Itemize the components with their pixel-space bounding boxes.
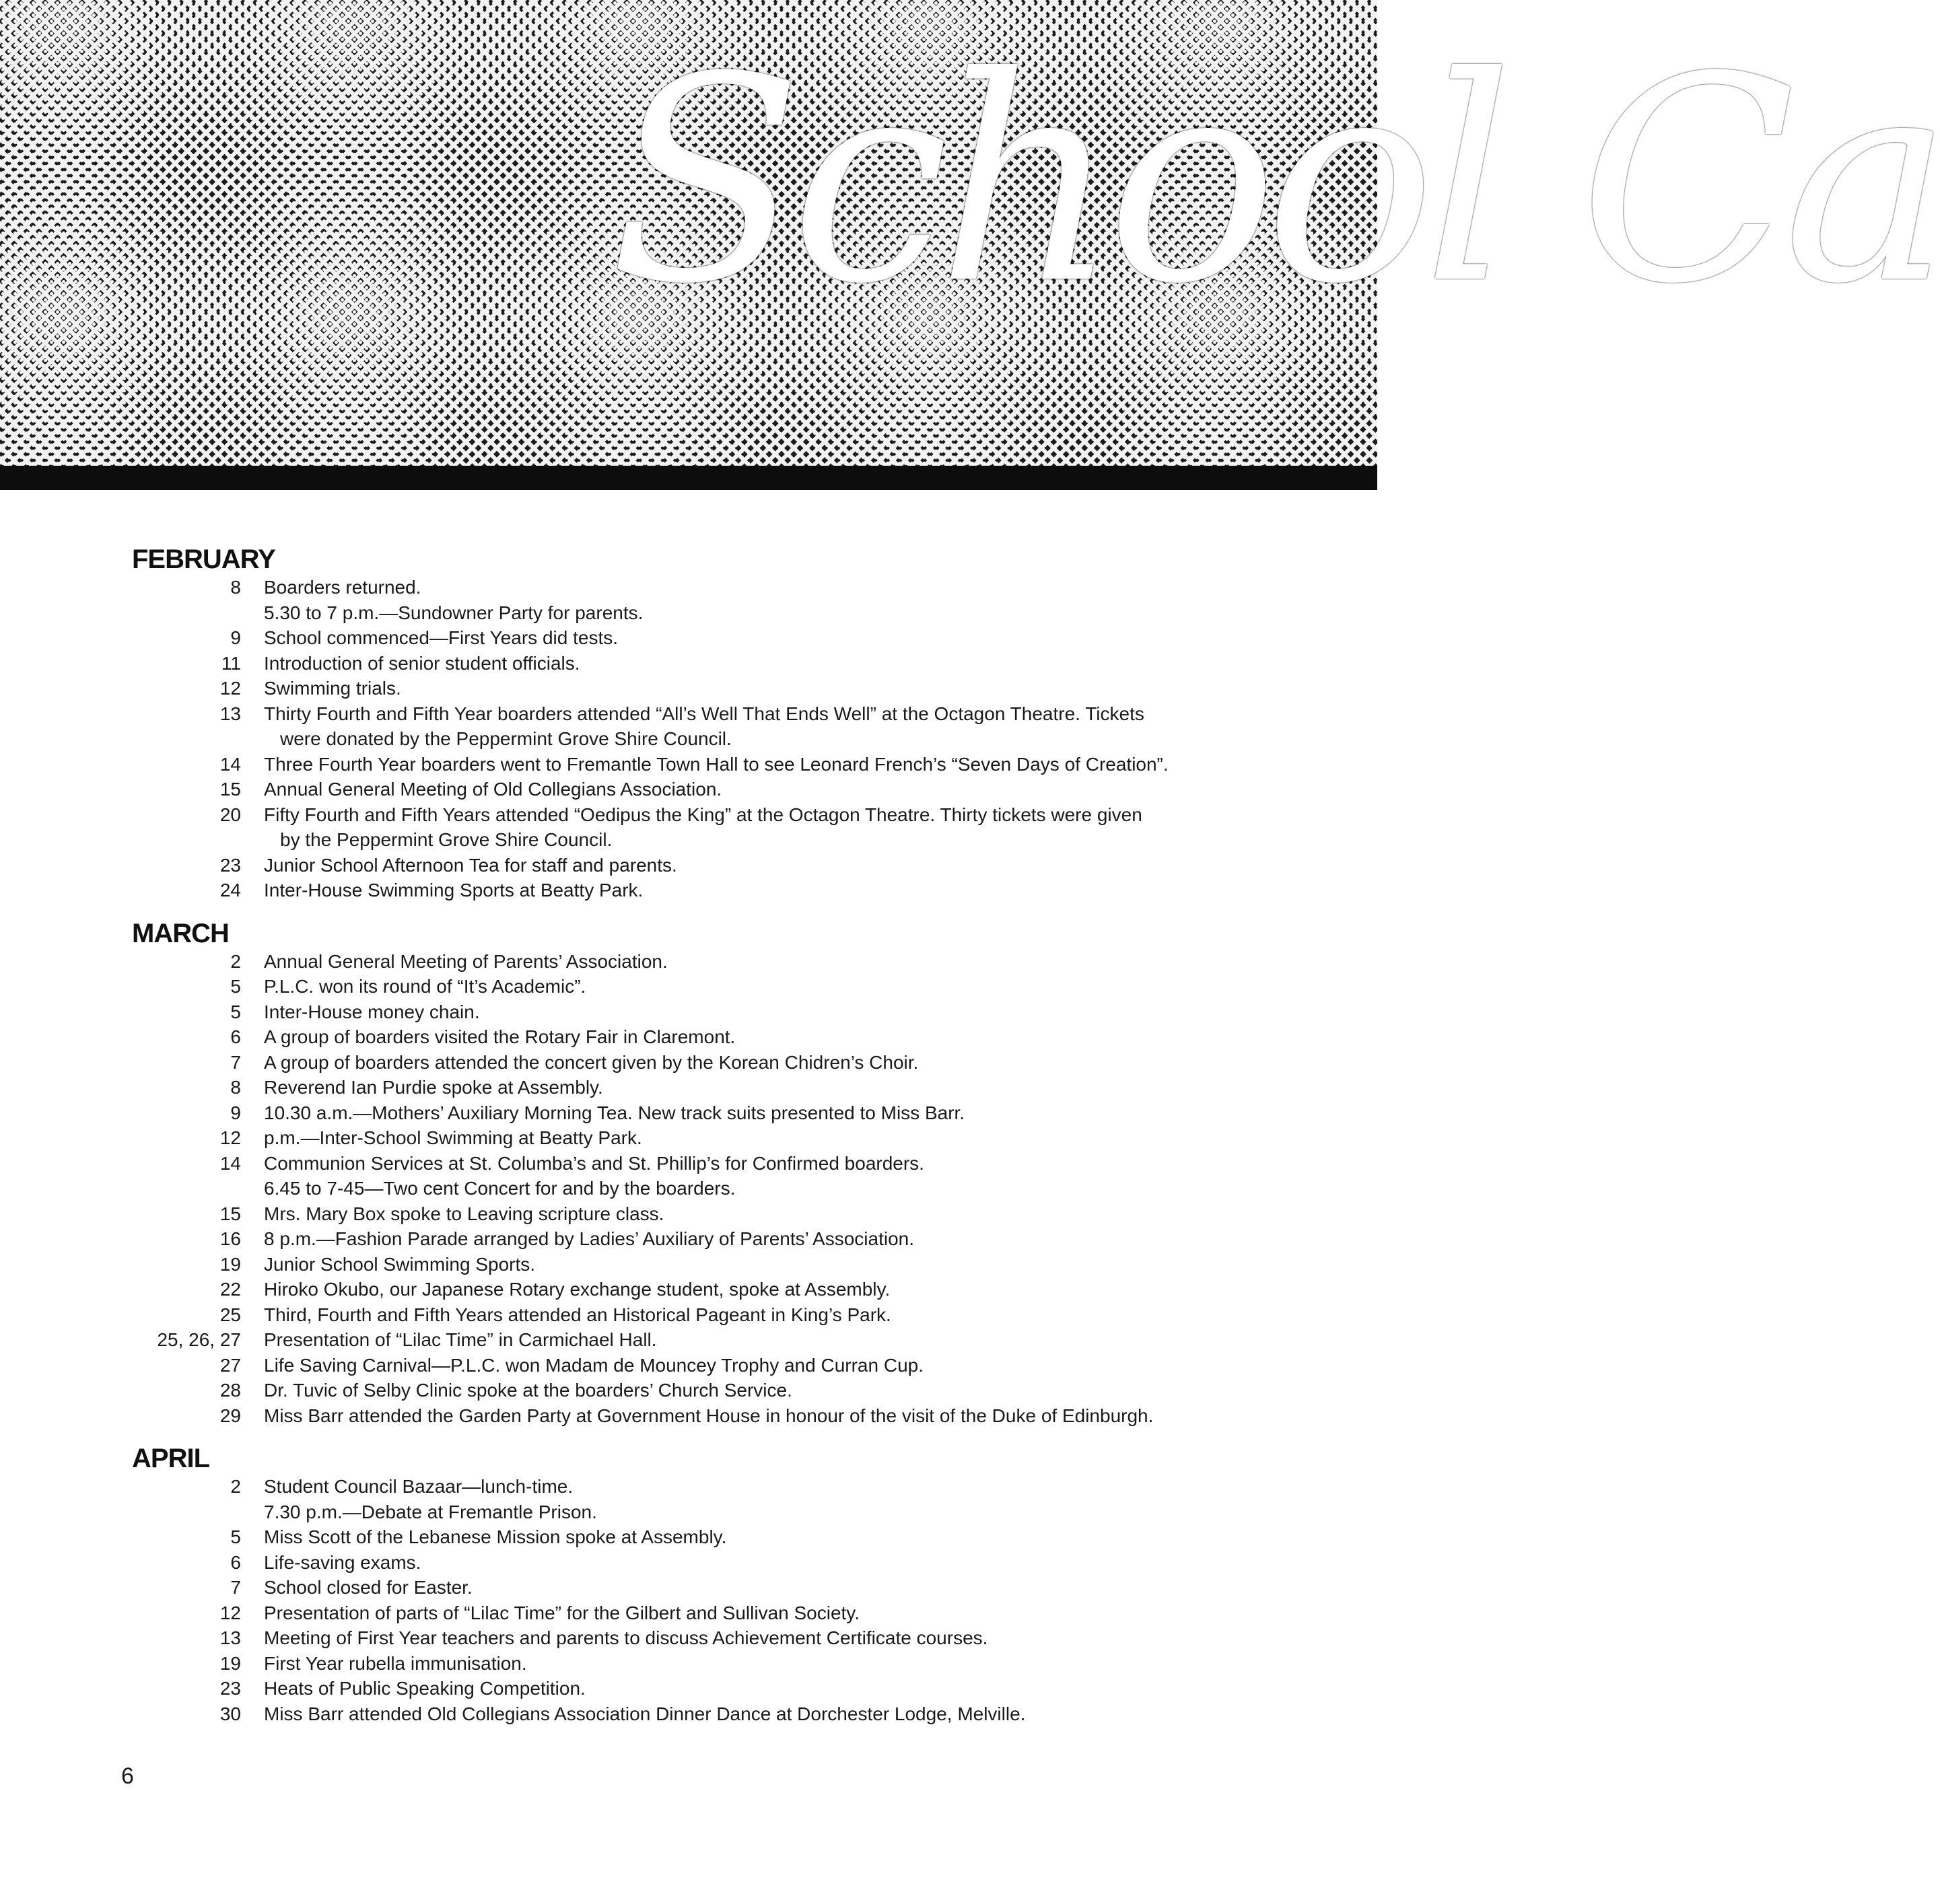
calendar-entry [132,1625,1344,1651]
entry-line: A group of boarders visited the Rotary Fair in Claremont. [264,1026,736,1047]
banner-title: School Ca [609,17,1940,346]
entry-text [241,1676,1344,1701]
entry-date [132,1176,241,1201]
entry-date: 24 [219,880,241,901]
entry-text [241,777,1344,802]
entry-line: Third, Fourth and Fifth Years attended an Historical Pageant in King’s Park. [264,1304,891,1325]
entry-text [241,1625,1344,1651]
calendar-entry [132,1024,1344,1050]
entry-line: were donated by the Peppermint Grove Shire Council. [280,728,732,749]
calendar-entry [132,1550,1344,1576]
entry-line: p.m.—Inter-School Swimming at Beatty Park. [264,1127,642,1148]
page-number: 6 [121,1763,134,1789]
entry-line: Hiroko Okubo, our Japanese Rotary exchange student, spoke at Assembly. [264,1279,891,1300]
calendar-entry [132,1651,1344,1677]
calendar-entry [132,1226,1344,1252]
entry-line: 6.45 to 7-45—Two cent Concert for and by the boarders. [264,1178,736,1199]
month-heading: APRIL [132,1444,209,1473]
entry-line: Annual General Meeting of Old Collegians Association. [264,779,722,800]
school-calendar [132,544,1344,1726]
entry-date [132,600,241,626]
entry-text [241,1024,1344,1050]
entry-date: 12 [219,1127,241,1148]
entry-line: 8 p.m.—Fashion Parade arranged by Ladies’ Auxiliary of Parents’ Association. [264,1228,914,1249]
entry-text [241,676,1344,701]
entry-date: 2 [230,1476,241,1497]
entry-text [241,853,1344,878]
entry-text [241,1550,1344,1576]
calendar-entry [132,949,1344,975]
month-section [132,918,1344,1429]
entry-line: Fifty Fourth and Fifth Years attended “Oedipus the King” at the Octagon Theatre. Thirty tickets were given [264,804,1142,825]
entry-text [241,1151,1344,1176]
calendar-entry [132,752,1344,777]
entry-date: 19 [219,1652,241,1674]
calendar-entry [132,1075,1344,1100]
entry-line: Presentation of “Lilac Time” in Carmichael Hall. [264,1329,657,1350]
calendar-entry [132,777,1344,802]
calendar-entry [132,1701,1344,1727]
entry-date: 30 [219,1703,241,1724]
calendar-entry [132,575,1344,600]
entry-date: 15 [219,779,241,800]
entry-date: 9 [230,627,241,648]
calendar-entry [132,1201,1344,1227]
entry-text [241,1500,1344,1525]
entry-date: 25, 26, 27 [157,1329,241,1350]
entry-line: School closed for Easter. [264,1577,473,1598]
entry-text [241,974,1344,999]
entry-date: 15 [219,1203,241,1224]
entry-line: Inter-House money chain. [264,1001,480,1022]
entry-text [241,1600,1344,1626]
entry-date: 5 [230,976,241,997]
calendar-entry [132,974,1344,999]
month-heading: FEBRUARY [132,544,275,574]
entry-line: Student Council Bazaar—lunch-time. [264,1476,574,1497]
entry-text [241,1050,1344,1076]
entry-line: First Year rubella immunisation. [264,1652,527,1674]
calendar-entry [132,1524,1344,1550]
entry-text [241,1125,1344,1151]
entry-line: P.L.C. won its round of “It’s Academic”. [264,976,586,997]
entry-date: 19 [219,1253,241,1275]
calendar-entry [132,701,1344,752]
entry-date: 14 [219,753,241,775]
entry-date: 12 [219,678,241,699]
entry-date: 2 [230,950,241,972]
entry-date: 13 [219,1627,241,1648]
entry-date: 29 [219,1405,241,1426]
entry-date: 6 [230,1026,241,1047]
entry-date: 13 [219,703,241,724]
calendar-entry [132,853,1344,878]
entry-line: 10.30 a.m.—Mothers’ Auxiliary Morning Tea. New track suits presented to Miss Barr. [264,1102,965,1123]
calendar-entry [132,1600,1344,1626]
entry-line: School commenced—First Years did tests. [264,627,619,648]
entry-date: 7 [230,1051,241,1073]
entry-text [241,625,1344,651]
calendar-entry [132,1378,1344,1403]
calendar-entry [132,1474,1344,1500]
calendar-entry [132,802,1344,853]
entry-text [241,1277,1344,1302]
entry-date: 11 [221,652,241,674]
entry-text [241,651,1344,676]
entry-line: Mrs. Mary Box spoke to Leaving scripture class. [264,1203,664,1224]
entry-text [241,878,1344,903]
entry-line: Boarders returned. [264,577,421,598]
entry-date: 9 [230,1102,241,1123]
entry-line: Heats of Public Speaking Competition. [264,1678,586,1699]
month-section [132,544,1344,903]
entry-date: 27 [219,1354,241,1376]
calendar-entry [132,1500,1344,1525]
entry-text [241,1252,1344,1277]
entry-line: Thirty Fourth and Fifth Year boarders attended “All’s Well That Ends Well” at the Octagon Theatre. Tickets [264,703,1144,724]
entry-date: 14 [219,1152,241,1174]
entry-text [241,1474,1344,1500]
calendar-entry [132,878,1344,903]
calendar-entry [132,651,1344,676]
entry-line: Three Fourth Year boarders went to Fremantle Town Hall to see Leonard French’s “Seven Days of Creation”. [264,753,1169,775]
entry-line: Life-saving exams. [264,1551,421,1573]
entry-date: 6 [230,1551,241,1573]
calendar-entry [132,1125,1344,1151]
entry-text [241,1575,1344,1600]
entry-date: 23 [219,854,241,876]
entry-text [241,1075,1344,1100]
entry-line: Reverend Ian Purdie spoke at Assembly. [264,1077,603,1098]
entry-line: Introduction of senior student officials. [264,652,580,674]
entry-text [241,1353,1344,1378]
calendar-entry [132,1327,1344,1353]
entry-date: 5 [230,1526,241,1547]
entry-date: 8 [230,577,241,598]
calendar-entry [132,1353,1344,1378]
month-heading: MARCH [132,918,229,948]
entry-line: Junior School Afternoon Tea for staff and parents. [264,854,677,876]
entry-line: 5.30 to 7 p.m.—Sundowner Party for parents. [264,602,644,623]
entry-text [241,1651,1344,1677]
calendar-entry [132,1252,1344,1277]
calendar-entry [132,1100,1344,1126]
calendar-entry [132,999,1344,1025]
entry-text [241,575,1344,600]
entry-line: Communion Services at St. Columba’s and St. Phillip’s for Confirmed boarders. [264,1152,924,1174]
entry-date: 28 [219,1380,241,1401]
entry-line: Annual General Meeting of Parents’ Association. [264,950,668,972]
calendar-entry [132,1176,1344,1201]
entry-text [241,1201,1344,1227]
entry-line: Presentation of parts of “Lilac Time” for the Gilbert and Sullivan Society. [264,1602,860,1623]
calendar-entry [132,1151,1344,1176]
entry-line: Dr. Tuvic of Selby Clinic spoke at the boarders’ Church Service. [264,1380,792,1401]
entry-date [132,1500,241,1525]
calendar-entry [132,1277,1344,1302]
calendar-entry [132,625,1344,651]
calendar-entry [132,1676,1344,1701]
entry-date: 5 [230,1001,241,1022]
entry-text [241,1403,1344,1429]
entry-line: Swimming trials. [264,678,401,699]
entry-line: Miss Barr attended the Garden Party at Government House in honour of the visit of the Duke of Edinburgh. [264,1405,1154,1426]
calendar-entry [132,676,1344,701]
entry-text [241,999,1344,1025]
entry-text [241,1302,1344,1328]
entry-text [241,1524,1344,1550]
entry-line: Miss Barr attended Old Collegians Association Dinner Dance at Dorchester Lodge, Melville. [264,1703,1026,1724]
entry-line: by the Peppermint Grove Shire Council. [280,829,613,850]
entry-line: Life Saving Carnival—P.L.C. won Madam de Mouncey Trophy and Curran Cup. [264,1354,924,1376]
entry-text [241,752,1344,777]
entry-date: 22 [219,1279,241,1300]
month-section [132,1443,1344,1726]
entry-date: 7 [230,1577,241,1598]
entry-text [241,600,1344,626]
entry-text [241,949,1344,975]
calendar-entry [132,1403,1344,1429]
calendar-entry [132,1575,1344,1600]
entry-date: 23 [219,1678,241,1699]
entry-date: 25 [219,1304,241,1325]
entry-text [241,1378,1344,1403]
entry-date: 8 [230,1077,241,1098]
entry-text [241,1226,1344,1252]
entry-text [241,802,1344,853]
entry-text [241,1327,1344,1353]
calendar-entry [132,600,1344,626]
entry-line: Meeting of First Year teachers and parents to discuss Achievement Certificate courses. [264,1627,988,1648]
calendar-entry [132,1302,1344,1328]
entry-text [241,1701,1344,1727]
entry-text [241,1176,1344,1201]
calendar-entry [132,1050,1344,1076]
header-banner [0,0,1940,474]
entry-line: A group of boarders attended the concert given by the Korean Chidren’s Choir. [264,1051,919,1073]
entry-date: 12 [219,1602,241,1623]
entry-line: Junior School Swimming Sports. [264,1253,536,1275]
entry-line: 7.30 p.m.—Debate at Fremantle Prison. [264,1501,597,1522]
entry-text [241,1100,1344,1126]
banner-rule [0,466,1377,490]
entry-line: Inter-House Swimming Sports at Beatty Park. [264,880,644,901]
entry-date: 20 [219,804,241,825]
entry-line: Miss Scott of the Lebanese Mission spoke at Assembly. [264,1526,727,1547]
entry-date: 16 [219,1228,241,1249]
entry-text [241,701,1344,752]
